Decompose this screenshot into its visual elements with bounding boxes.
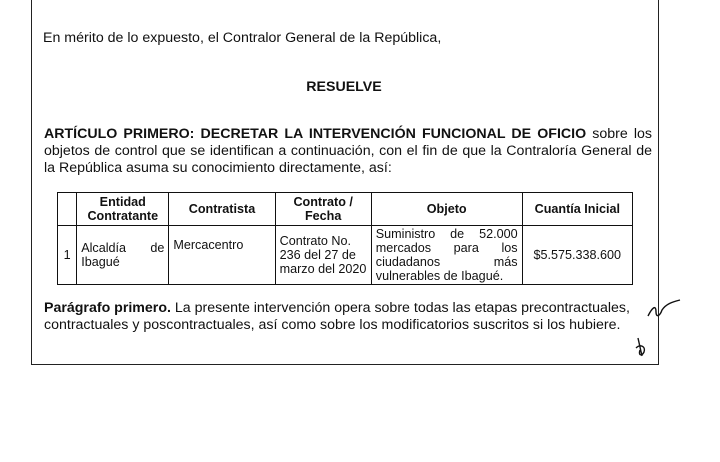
table-row — [58, 226, 633, 285]
article-body: sobre los objetos de control que se identifican a continuación, con el fin de que la Contraloría General de la República asuma su conocimiento directamente, así: — [44, 126, 652, 176]
header-entidad: Entidad Contratante — [77, 193, 169, 226]
header-contrato: Contrato / Fecha — [275, 193, 371, 226]
header-contratista: Contratista — [169, 193, 275, 226]
resolve-heading: RESUELVE — [306, 79, 382, 95]
cell-objeto: Suministro de 52.000 mercados para los ciudadanos más vulnerables de Ibagué. — [371, 226, 522, 285]
signature-mark-icon — [632, 336, 652, 360]
cell-contrato: Contrato No. 236 del 27 de marzo del 2020 — [275, 226, 371, 285]
article-first — [44, 126, 652, 177]
contracts-table — [57, 192, 633, 285]
header-objeto: Objeto — [371, 193, 522, 226]
header-cuantia: Cuantía Inicial — [522, 193, 632, 226]
cell-cuantia: $5.575.338.600 — [522, 226, 632, 285]
cell-entidad: Alcaldía de Ibagué — [77, 226, 169, 285]
cell-contratista: Mercacentro — [169, 226, 275, 285]
paragraph-title: Parágrafo primero. — [44, 300, 171, 316]
cell-number: 1 — [58, 226, 77, 285]
table-header-row — [58, 193, 633, 226]
article-title: ARTÍCULO PRIMERO: DECRETAR LA INTERVENCIÓN FUNCIONAL DE OFICIO — [44, 126, 587, 142]
header-number — [58, 193, 77, 226]
paragraph-first — [44, 300, 652, 334]
paragraph-body: La presente intervención opera sobre todas las etapas precontractuales, contractuales y poscontractuales, así como sobre los modificatorios suscritos si los hubiere. — [44, 300, 630, 333]
initials-mark-icon — [644, 296, 684, 326]
intro-text: En mérito de lo expuesto, el Contralor General de la República, — [43, 30, 442, 46]
